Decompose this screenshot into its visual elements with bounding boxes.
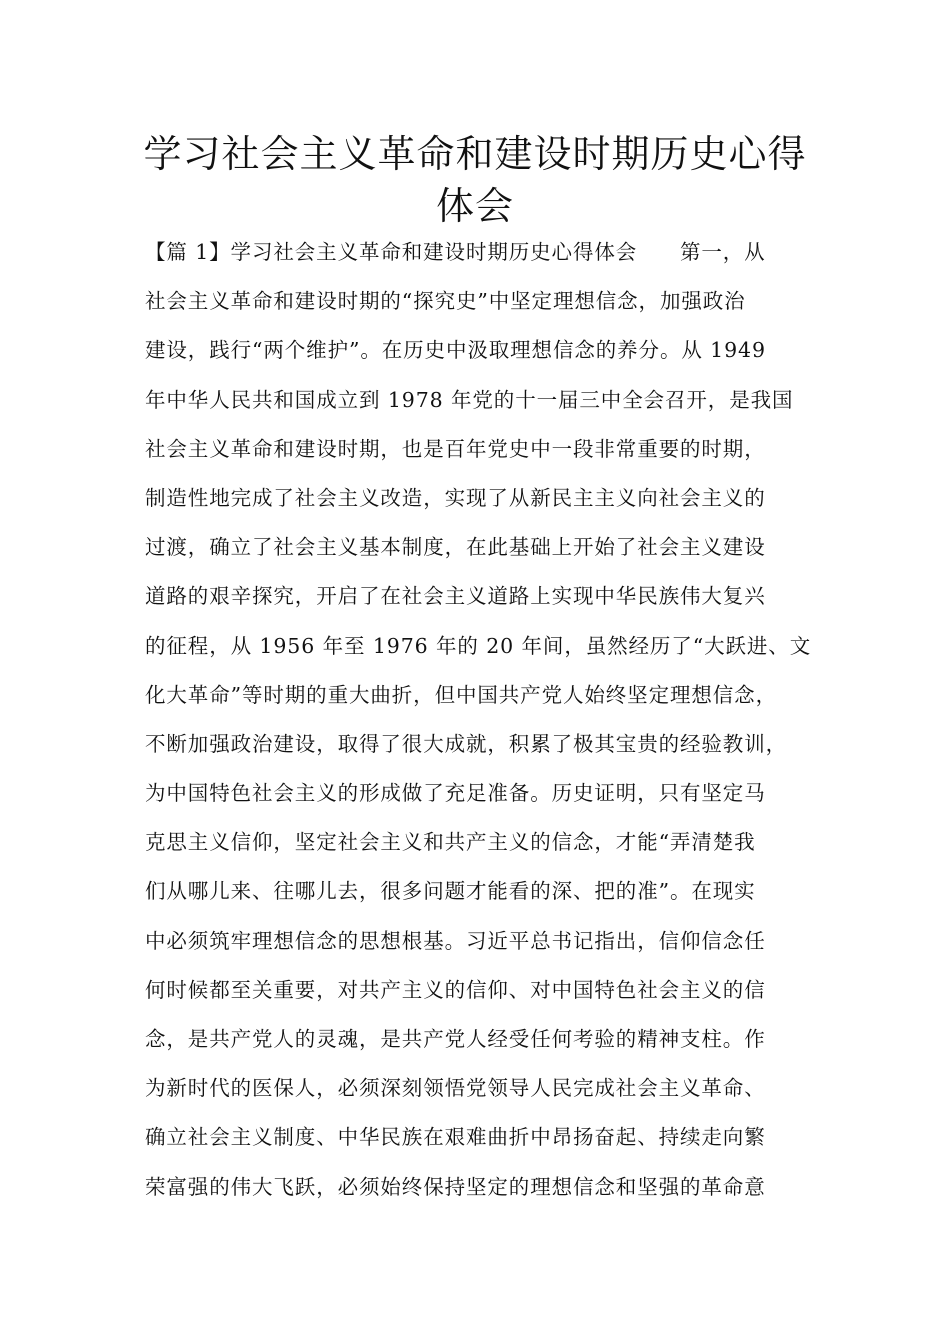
body-line: 社会主义革命和建设时期的“探究史”中坚定理想信念，加强政治 [145,289,746,314]
body-line: 道路的艰辛探究，开启了在社会主义道路上实现中华民族伟大复兴 [145,584,766,609]
body-line: 何时候都至关重要，对共产主义的信仰、对中国特色社会主义的信 [145,977,766,1002]
body-line: 不断加强政治建设，取得了很大成就，积累了极其宝贵的经验教训， [145,731,787,756]
body-line: 克思主义信仰，坚定社会主义和共产主义的信念，才能“弄清楚我 [145,830,756,855]
body-line: 们从哪儿来、往哪儿去，很多问题才能看的深、把的准”。在现实 [145,879,756,904]
body-line: 为新时代的医保人，必须深刻领悟党领导人民完成社会主义革命、 [145,1076,766,1101]
title-line: 体会 [435,184,514,228]
body-line: 确立社会主义制度、中华民族在艰难曲折中昂扬奋起、持续走向繁 [145,1125,766,1150]
body-line: 过渡，确立了社会主义基本制度，在此基础上开始了社会主义建设 [145,535,766,560]
body-line: 荣富强的伟大飞跃，必须始终保持坚定的理想信念和坚强的革命意 [145,1174,766,1199]
body-line: 为中国特色社会主义的形成做了充足准备。历史证明，只有坚定马 [145,781,766,806]
body-line: 【篇 1】学习社会主义革命和建设时期历史心得体会 第一，从 [145,240,766,264]
body-line: 念，是共产党人的灵魂，是共产党人经受任何考验的精神支柱。作 [145,1027,766,1051]
document-body [145,232,845,1216]
body-line: 建设，践行“两个维护”。在历史中汲取理想信念的养分。从 1949 [145,338,766,363]
body-line: 年中华人民共和国成立到 1978 年党的十一届三中全会召开，是我国 [145,387,794,412]
body-line: 化大革命”等时期的重大曲折，但中国共产党人始终坚定理想信念， [145,682,777,707]
title-line: 学习社会主义革命和建设时期历史心得 [143,132,807,176]
document-title [120,128,830,232]
body-line: 中必须筑牢理想信念的思想根基。习近平总书记指出，信仰信念任 [145,928,766,953]
body-line: 社会主义革命和建设时期，也是百年党史中一段非常重要的时期， [145,436,766,461]
body-line: 制造性地完成了社会主义改造，实现了从新民主主义向社会主义的 [145,485,766,510]
body-line: 的征程，从 1956 年至 1976 年的 20 年间，虽然经历了“大跃进、文 [145,633,812,658]
